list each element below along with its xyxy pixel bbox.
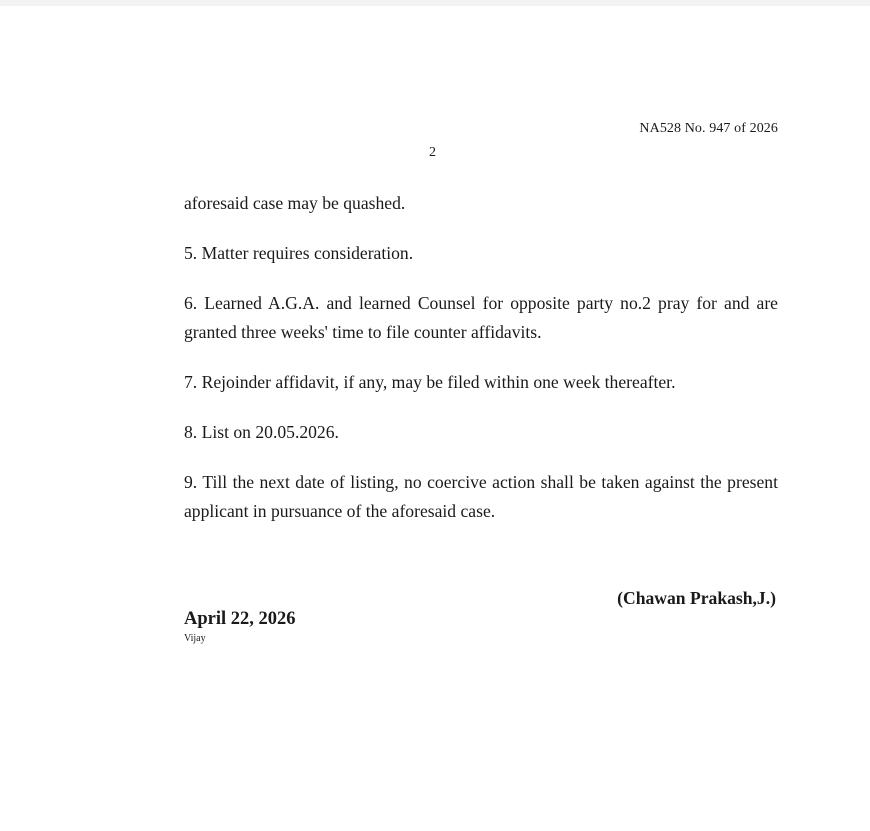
paragraph-9: 9. Till the next date of listing, no coercive action shall be taken against the present applicant in pursuance of the aforesaid case.: [184, 472, 778, 521]
judge-signature: (Chawan Prakash,J.): [617, 588, 776, 608]
paragraph-7: 7. Rejoinder affidavit, if any, may be filed within one week thereafter.: [184, 372, 676, 392]
clerk-initials: Vijay: [184, 633, 206, 644]
paragraph-6: 6. Learned A.G.A. and learned Counsel for opposite party no.2 pray for and are granted three weeks' time to file counter affidavits.: [184, 293, 778, 342]
page-number: 2: [429, 145, 436, 160]
order-body: [184, 189, 778, 547]
paragraph-continuation: aforesaid case may be quashed.: [184, 193, 406, 213]
order-date: April 22, 2026: [184, 609, 296, 629]
case-reference-header: NA528 No. 947 of 2026: [639, 121, 778, 136]
paragraph-8: 8. List on 20.05.2026.: [184, 422, 339, 442]
paragraph-5: 5. Matter requires consideration.: [184, 243, 414, 263]
